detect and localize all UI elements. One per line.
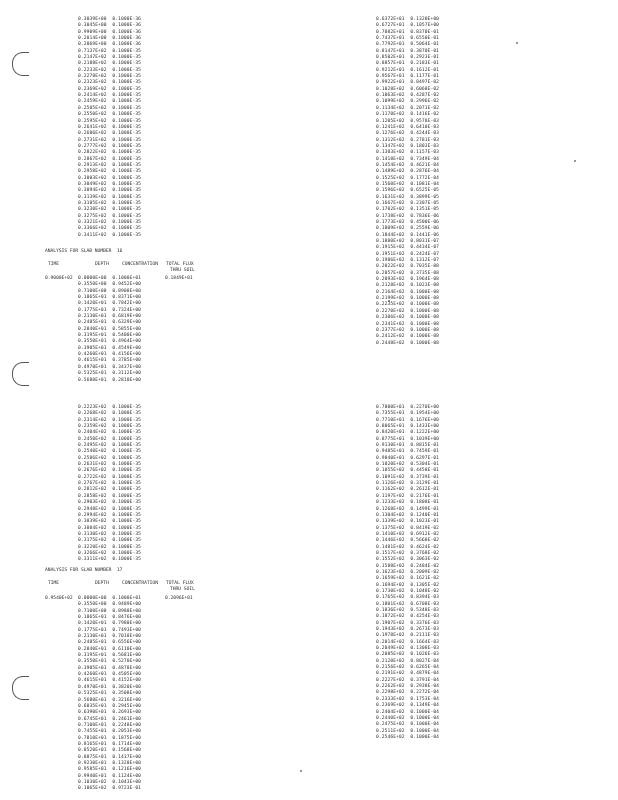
data-row: 0.4615E+01 0.3785E+00: [78, 358, 142, 364]
data-row: 0.2314E+02 0.1000E-35: [78, 417, 142, 423]
data-row: 0.2913E+02 0.1000E-35: [78, 162, 142, 168]
data-row: 0.3905E+01 0.4878E+00: [78, 665, 142, 671]
data-row: 0.3094E+02 0.1000E-35: [78, 188, 142, 194]
data-row: 0.1560E+02 0.1081E-04: [376, 181, 440, 187]
data-row: 0.2130E+01 0.7018E+00: [78, 634, 142, 640]
slab-heading: ANALYSIS FOR SLAB NUMBER 17: [45, 568, 123, 573]
data-row: 0.1418E+02 0.7349E-04: [376, 156, 440, 162]
data-row: 0.2676E+02 0.1000E-35: [78, 468, 142, 474]
data-row: 0.2323E+02 0.1000E-35: [78, 80, 142, 86]
data-row: 0.2057E+02 0.3735E-08: [376, 270, 440, 276]
data-row: 0.9840E+01 0.6297E-01: [376, 455, 440, 461]
data-row: 0.2022E+02 0.7035E-08: [376, 264, 440, 270]
data-row: 0.1978E+02 0.2111E-03: [376, 633, 440, 639]
data-row: 0.1446E+02 0.5660E-02: [376, 538, 440, 544]
punch-hole-icon: [12, 362, 29, 386]
data-row: 0.1304E+02 0.1240E-01: [376, 512, 440, 518]
data-row: 0.1694E+02 0.1305E-02: [376, 582, 440, 588]
data-row: 0.2546E+02 0.1000E-04: [376, 734, 440, 740]
data-row: 0.3366E+02 0.1000E-35: [78, 226, 142, 232]
data-row: 0.1055E+02 0.4458E-01: [376, 468, 440, 474]
data-row: 0.7082E+01 0.8370E-01: [376, 29, 440, 35]
data-row: 0.1268E+02 0.1499E-01: [376, 506, 440, 512]
data-row: 0.2298E+02 0.2272E-04: [376, 690, 440, 696]
data-row: 0.4260E+01 0.4156E+00: [78, 352, 142, 358]
data-row: 0.1134E+02 0.2071E-02: [376, 105, 440, 111]
data-row: 0.2199E+02 0.1000E-08: [376, 296, 440, 302]
data-row: 0.2306E+02 0.1000E-08: [376, 315, 440, 321]
data-row: 0.2014E+02 0.1664E-03: [376, 639, 440, 645]
data-row: 0.3039E+00 0.1000E-36: [78, 17, 142, 22]
data-row: 0.4970E+01 0.3820E+00: [78, 684, 142, 690]
data-row: 0.2233E+02 0.1000E-35: [78, 67, 142, 73]
data-row: 0.3550E+01 0.4964E+00: [78, 339, 142, 345]
data-row: 0.1844E+02 0.1441E-06: [376, 232, 440, 238]
data-row: 0.1765E+02 0.8394E-03: [376, 595, 440, 601]
data-row: 0.0000E+00 0.1000E+01: [78, 276, 142, 281]
data-row: 0.3550E+00 0.9489E+00: [78, 602, 142, 608]
data-row: 0.2440E+02 0.1000E-04: [376, 715, 440, 721]
data-row: 0.9130E+01 0.8815E-01: [376, 443, 440, 449]
data-row: 0.3175E+02 0.1000E-35: [78, 538, 142, 544]
data-row: 0.1099E+02 0.2996E-02: [376, 99, 440, 105]
data-row: 0.3266E+02 0.1000E-35: [78, 550, 142, 556]
data-row: 0.6727E+01 0.1057E+00: [376, 23, 440, 29]
data-row: 0.2069E+00 0.1000E-36: [78, 42, 142, 48]
data-row: 0.2540E+02 0.1000E-35: [78, 449, 142, 455]
data-row: 0.3139E+02 0.1000E-35: [78, 194, 142, 200]
data-row: 0.1481E+02 0.4624E-02: [376, 544, 440, 550]
data-row: 0.1525E+02 0.1772E-04: [376, 175, 440, 181]
data-row: 0.1347E+02 0.1803E-03: [376, 143, 440, 149]
data-row: 0.1339E+02 0.1023E-01: [376, 519, 440, 525]
right-top-data-block: [376, 17, 439, 347]
data-row: 0.3275E+02 0.1000E-35: [78, 213, 142, 219]
data-row: 0.8520E+01 0.1568E+00: [78, 748, 142, 754]
scan-speck: [574, 160, 576, 162]
data-row: 0.2414E+02 0.1000E-35: [78, 93, 142, 99]
data-row: 0.5325E+01 0.3112E+00: [78, 371, 142, 377]
data-row: 0.1907E+02 0.3376E-03: [376, 620, 440, 626]
data-row: 0.1517E+02 0.3768E-02: [376, 550, 440, 556]
data-row: 0.3045E+00 0.1000E-36: [78, 23, 142, 29]
data-row: 0.8065E+01 0.1433E+00: [376, 424, 440, 430]
data-row: 0.7000E+01 0.2270E+00: [376, 405, 440, 410]
data-row: 0.7810E+01 0.1875E+00: [78, 735, 142, 741]
col-depth-label: DEPTH: [95, 581, 109, 586]
data-row: 0.2359E+02 0.1000E-35: [78, 424, 142, 430]
data-row: 0.2147E+02 0.1000E-35: [78, 55, 142, 61]
data-row: 0.2223E+02 0.1000E-35: [78, 405, 142, 410]
data-row: 0.2377E+02 0.1000E-08: [376, 327, 440, 333]
data-row: 0.2822E+02 0.1000E-35: [78, 150, 142, 156]
data-row: 0.1162E+02 0.2612E-01: [376, 487, 440, 493]
data-row: 0.3220E+02 0.1000E-35: [78, 544, 142, 550]
data-row: 0.1489E+02 0.2876E-04: [376, 169, 440, 175]
data-row: 0.6745E+01 0.2461E+00: [78, 716, 142, 722]
data-row: 0.2731E+02 0.1000E-35: [78, 137, 142, 143]
data-row: 0.1170E+02 0.1416E-02: [376, 112, 440, 118]
data-row: 0.1065E+01 0.8476E+00: [78, 615, 142, 621]
col-depth-label: DEPTH: [95, 262, 109, 267]
data-row: 0.2014E+00 0.1000E-36: [78, 36, 142, 42]
data-row: 0.1623E+02 0.2009E-02: [376, 569, 440, 575]
data-row: 0.2227E+02 0.3791E-04: [376, 677, 440, 683]
data-row: 0.2278E+02 0.1000E-35: [78, 74, 142, 80]
data-row: 0.2085E+02 0.1026E-03: [376, 652, 440, 658]
data-row: 0.3230E+02 0.1000E-35: [78, 207, 142, 213]
data-row: 0.2093E+02 0.1964E-08: [376, 277, 440, 283]
data-row: 0.2812E+02 0.1000E-35: [78, 487, 142, 493]
data-row: 0.1063E+02 0.4287E-02: [376, 93, 440, 99]
data-row: 0.2495E+02 0.1000E-35: [78, 443, 142, 449]
data-row: 0.1020E+02 0.5304E-01: [376, 462, 440, 468]
data-row: 0.4260E+01 0.4505E+00: [78, 672, 142, 678]
data-row: 0.1775E+01 0.7324E+00: [78, 307, 142, 313]
data-row: 0.2686E+02 0.1000E-35: [78, 131, 142, 137]
data-row: 0.2511E+02 0.1000E-04: [376, 728, 440, 734]
data-row: 0.2586E+02 0.1000E-35: [78, 455, 142, 461]
data-row: 0.3049E+02 0.1000E-35: [78, 181, 142, 187]
data-row: 0.1241E+02 0.6410E-03: [376, 124, 440, 130]
data-row: 0.8147E+01 0.3870E-01: [376, 48, 440, 54]
data-row: 0.7437E+01 0.6550E-01: [376, 36, 440, 42]
data-row: 0.1126E+02 0.3129E-01: [376, 481, 440, 487]
data-row: 0.9485E+01 0.7459E-01: [376, 449, 440, 455]
data-row: 0.2404E+02 0.1000E-35: [78, 430, 142, 436]
data-row: 0.1730E+02 0.1048E-02: [376, 588, 440, 594]
data-row: 0.1951E+02 0.2424E-07: [376, 251, 440, 257]
data-row: 0.2485E+01 0.6329E+00: [78, 320, 142, 326]
col-flux2-label: THRU SOIL: [170, 587, 195, 592]
data-row: 0.1943E+02 0.2673E-03: [376, 627, 440, 633]
data-row: 0.7455E+01 0.2053E+00: [78, 729, 142, 735]
data-row: 0.1420E+01 0.7842E+00: [78, 301, 142, 307]
data-row: 0.6035E+01 0.2945E+00: [78, 703, 142, 709]
data-row: 0.1773E+02 0.4500E-06: [376, 220, 440, 225]
data-row: 0.1030E+02 0.1043E+00: [78, 779, 142, 785]
data-row: 0.2191E+02 0.4879E-04: [376, 671, 440, 677]
data-row: 0.2128E+02 0.1023E-08: [376, 283, 440, 289]
col-flux-label: TOTAL FLUX: [166, 262, 194, 267]
data-row: 0.2641E+02 0.1000E-35: [78, 124, 142, 130]
data-row: 0.1312E+02 0.2781E-03: [376, 137, 440, 143]
data-row: 0.2120E+02 0.8027E-04: [376, 658, 440, 664]
data-row: 0.3311E+02 0.1000E-35: [78, 557, 142, 563]
data-row: 0.1659E+02 0.1621E-02: [376, 576, 440, 582]
data-row: 0.7792E+01 0.5064E-01: [376, 42, 440, 48]
data-row: 0.1205E+02 0.9578E-03: [376, 118, 440, 124]
data-row: 0.2840E+01 0.5855E+00: [78, 326, 142, 332]
data-row: 0.4615E+01 0.4152E+00: [78, 678, 142, 684]
data-row: 0.1915E+02 0.4434E-07: [376, 245, 440, 251]
data-row: 0.1065E+02 0.9723E-01: [78, 786, 142, 792]
data-row: 0.1197E+02 0.2176E-01: [376, 493, 440, 499]
data-row: 0.7100E+00 0.8980E+00: [78, 608, 142, 614]
data-row: 0.2412E+02 0.1000E-08: [376, 334, 440, 340]
left-top-slab-rows: [78, 276, 141, 384]
data-row: 0.5680E+01 0.2810E+00: [78, 377, 142, 383]
data-row: 0.3195E+01 0.5681E+00: [78, 653, 142, 659]
col-conc-label: CONCENTRATION: [122, 581, 158, 586]
data-row: 0.2369E+02 0.1349E-04: [376, 703, 440, 709]
data-row: 0.8502E+01 0.2923E-01: [376, 55, 440, 61]
slab-heading: ANALYSIS FOR SLAB NUMBER 16: [45, 249, 123, 254]
data-row: 0.1801E+02 0.6708E-03: [376, 601, 440, 607]
data-row: 0.3550E+01 0.5270E+00: [78, 659, 142, 665]
data-row: 0.1809E+02 0.2559E-06: [376, 226, 440, 232]
punch-hole-icon: [12, 52, 29, 76]
data-row: 0.3321E+02 0.1000E-35: [78, 220, 142, 225]
data-row: 0.1383E+02 0.1157E-03: [376, 150, 440, 156]
data-row: 0.1986E+02 0.1312E-07: [376, 258, 440, 264]
data-row: 0.2475E+02 0.1000E-04: [376, 722, 440, 728]
data-row: 0.1880E+02 0.8031E-07: [376, 239, 440, 245]
data-row: 0.7355E+01 0.1954E+00: [376, 411, 440, 417]
data-row: 0.5680E+01 0.3216E+00: [78, 697, 142, 703]
data-row: 0.2505E+02 0.1000E-35: [78, 105, 142, 111]
data-row: 0.0000E+00 0.1000E+01: [78, 596, 142, 601]
data-row: 0.2049E+02 0.1308E-03: [376, 646, 440, 652]
data-row: 0.2485E+01 0.6556E+00: [78, 640, 142, 646]
first-time-value: 0.9000E+02: [45, 276, 73, 281]
data-row: 0.1233E+02 0.1808E-01: [376, 500, 440, 506]
data-row: 0.2767E+02 0.1000E-35: [78, 481, 142, 487]
data-row: 0.9230E+01 0.1320E+00: [78, 760, 142, 766]
first-flux-value: 0.1849E+01: [165, 276, 193, 281]
data-row: 0.8875E+01 0.1437E+00: [78, 754, 142, 760]
data-row: 0.3003E+02 0.1000E-35: [78, 175, 142, 181]
data-row: 0.2631E+02 0.1000E-35: [78, 462, 142, 468]
data-row: 0.1091E+02 0.3739E-01: [376, 474, 440, 480]
data-row: 0.2459E+02 0.1000E-35: [78, 99, 142, 105]
data-row: 0.6390E+01 0.2693E+00: [78, 710, 142, 716]
data-row: 0.1375E+02 0.8419E-02: [376, 525, 440, 531]
data-row: 0.2994E+02 0.1000E-35: [78, 512, 142, 518]
data-row: 0.9909E+00 0.1000E-36: [78, 29, 142, 35]
data-row: 0.2164E+02 0.1000E-08: [376, 289, 440, 295]
data-row: 0.2840E+01 0.6110E+00: [78, 646, 142, 652]
data-row: 0.5325E+01 0.3508E+00: [78, 691, 142, 697]
data-row: 0.9922E+01 0.8497E-02: [376, 80, 440, 86]
col-time-label: TIME: [48, 581, 60, 586]
data-row: 0.1552E+02 0.3063E-02: [376, 557, 440, 563]
data-row: 0.2450E+02 0.1000E-35: [78, 436, 142, 442]
data-row: 0.1410E+02 0.6912E-02: [376, 531, 440, 537]
data-row: 0.3130E+02 0.1000E-35: [78, 531, 142, 537]
data-row: 0.9585E+01 0.1216E+00: [78, 767, 142, 773]
data-row: 0.1872E+02 0.4254E-03: [376, 614, 440, 620]
data-row: 0.1836E+02 0.5348E-03: [376, 608, 440, 613]
data-row: 0.1588E+02 0.2484E-02: [376, 563, 440, 569]
data-row: 0.7100E+01 0.2248E+00: [78, 722, 142, 728]
data-row: 0.4970E+01 0.3437E+00: [78, 364, 142, 370]
data-row: 0.9212E+01 0.1612E-01: [376, 67, 440, 73]
data-row: 0.2550E+02 0.1000E-35: [78, 112, 142, 118]
data-row: 0.6372E+01 0.1320E+00: [376, 17, 440, 22]
data-row: 0.2130E+01 0.6819E+00: [78, 314, 142, 320]
scan-speck: [300, 770, 302, 772]
data-row: 0.2333E+02 0.1753E-04: [376, 696, 440, 702]
punch-hole-icon: [12, 676, 29, 700]
data-row: 0.2722E+02 0.1000E-35: [78, 474, 142, 480]
right-bottom-data-block: [376, 405, 439, 741]
left-top-data-block: [78, 17, 141, 239]
data-row: 0.3905E+01 0.4549E+00: [78, 345, 142, 351]
data-row: 0.2867E+02 0.1000E-35: [78, 156, 142, 162]
data-row: 0.2958E+02 0.1000E-35: [78, 169, 142, 175]
data-row: 0.1420E+01 0.7980E+00: [78, 621, 142, 627]
left-bottom-slab-rows: [78, 596, 141, 793]
data-row: 0.3185E+02 0.1000E-35: [78, 200, 142, 206]
data-row: 0.3084E+02 0.1000E-35: [78, 525, 142, 531]
data-row: 0.2858E+02 0.1000E-35: [78, 493, 142, 499]
data-row: 0.2404E+02 0.1000E-04: [376, 709, 440, 715]
data-row: 0.1775E+01 0.7493E+00: [78, 627, 142, 633]
data-row: 0.2156E+02 0.6265E-04: [376, 665, 440, 671]
data-row: 0.2235E+02 0.1000E-08: [376, 302, 440, 308]
data-row: 0.3039E+02 0.1000E-35: [78, 519, 142, 525]
data-row: 0.2448E+02 0.1000E-08: [376, 340, 440, 346]
data-row: 0.3195E+01 0.5400E+00: [78, 333, 142, 339]
data-row: 0.1631E+02 0.3899E-05: [376, 194, 440, 200]
first-flux-value: 0.2096E+01: [165, 596, 193, 601]
data-row: 0.7710E+01 0.1676E+00: [376, 417, 440, 423]
data-row: 0.2903E+02 0.1000E-35: [78, 500, 142, 506]
data-row: 0.7100E+00 0.8908E+00: [78, 288, 142, 294]
data-row: 0.2188E+02 0.1000E-35: [78, 61, 142, 67]
data-row: 0.9567E+01 0.1177E-01: [376, 74, 440, 80]
col-flux2-label: THRU SOIL: [170, 268, 195, 273]
data-row: 0.3550E+00 0.9452E+00: [78, 282, 142, 288]
data-row: 0.1738E+02 0.7836E-06: [376, 213, 440, 219]
data-row: 0.2268E+02 0.1000E-35: [78, 411, 142, 417]
data-row: 0.1596E+02 0.6525E-05: [376, 188, 440, 194]
data-row: 0.8857E+01 0.2183E-01: [376, 61, 440, 67]
data-row: 0.2341E+02 0.1000E-08: [376, 321, 440, 327]
data-row: 0.2270E+02 0.1000E-08: [376, 308, 440, 314]
data-row: 0.2369E+02 0.1000E-35: [78, 86, 142, 92]
data-row: 0.1702E+02 0.1351E-05: [376, 207, 440, 213]
data-row: 0.8165E+01 0.1714E+00: [78, 741, 142, 747]
data-row: 0.2595E+02 0.1000E-35: [78, 118, 142, 124]
col-conc-label: CONCENTRATION: [122, 262, 158, 267]
left-bottom-data-block: [78, 405, 141, 564]
col-time-label: TIME: [48, 262, 60, 267]
data-row: 0.3411E+02 0.1000E-35: [78, 232, 142, 238]
data-row: 0.2948E+02 0.1000E-35: [78, 506, 142, 512]
data-row: 0.1028E+02 0.6068E-02: [376, 86, 440, 92]
data-row: 0.1065E+01 0.8371E+00: [78, 295, 142, 301]
data-row: 0.8775E+01 0.1039E+00: [376, 436, 440, 442]
data-row: 0.9940E+01 0.1124E+00: [78, 773, 142, 779]
data-row: 0.8420E+01 0.1222E+00: [376, 430, 440, 436]
scan-speck: [516, 42, 518, 44]
data-row: 0.1454E+02 0.4621E-04: [376, 162, 440, 168]
data-row: 0.2262E+02 0.2938E-04: [376, 684, 440, 690]
data-row: 0.1667E+02 0.2307E-05: [376, 200, 440, 206]
data-row: 0.2777E+02 0.1000E-35: [78, 143, 142, 149]
data-row: 0.7137E+02 0.1000E-35: [78, 48, 142, 54]
col-flux-label: TOTAL FLUX: [166, 581, 194, 586]
first-time-value: 0.9540E+02: [45, 596, 73, 601]
data-row: 0.1276E+02 0.4244E-03: [376, 131, 440, 137]
